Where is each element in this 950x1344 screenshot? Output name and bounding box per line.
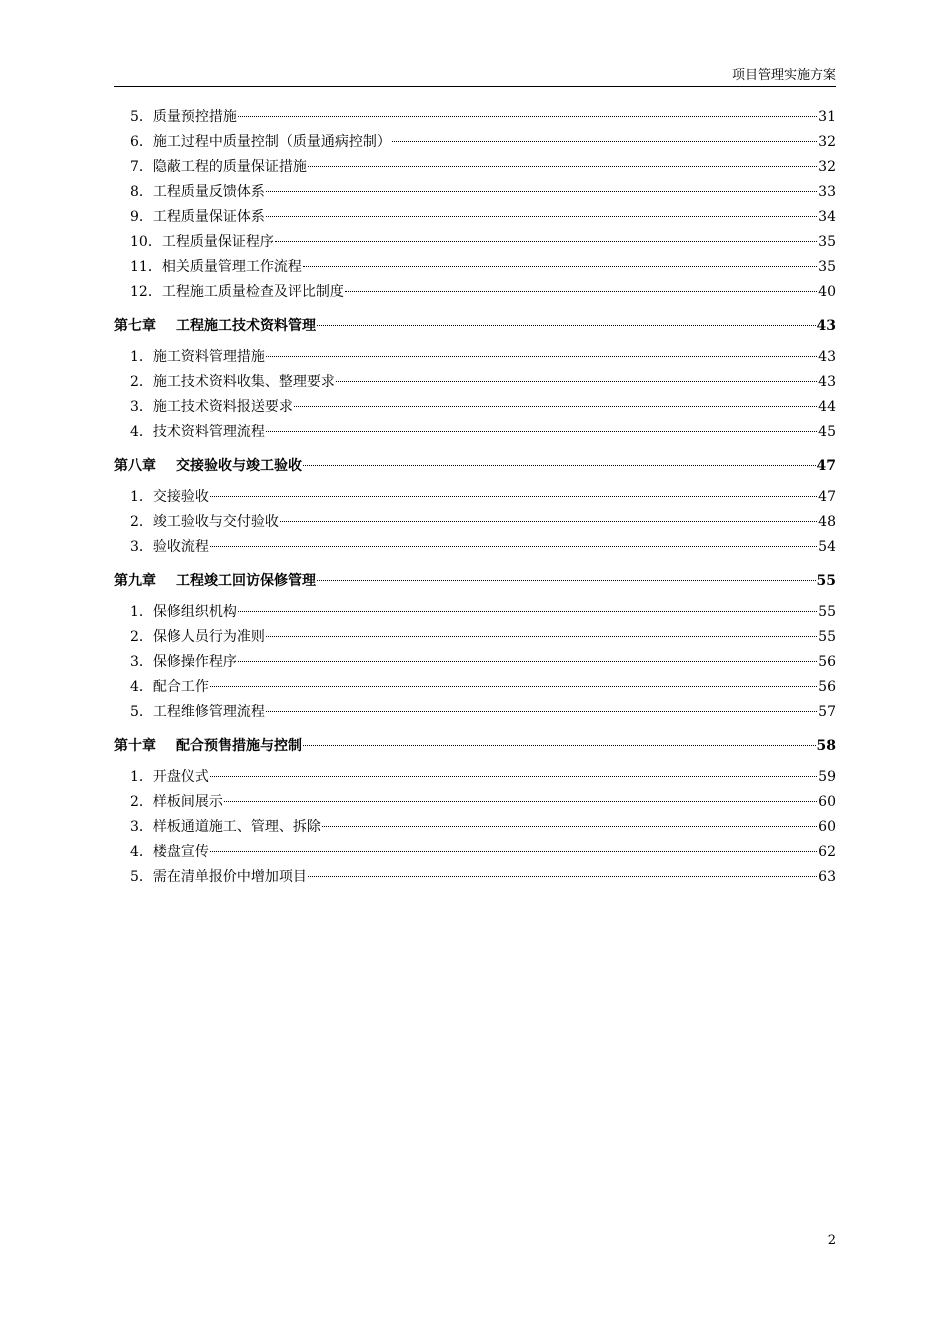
toc-entry-number: 5． [130,704,153,720]
toc-dot-leader [345,291,817,292]
toc-entry-number: 1． [130,604,153,620]
toc-entry-label [130,255,302,280]
toc-dot-leader [336,381,817,382]
toc-entry-label [130,790,223,815]
toc-entry-number: 第九章 [114,573,156,589]
toc-section-entry[interactable] [114,395,836,420]
toc-page-number: 58 [816,738,836,754]
toc-dot-leader [308,876,817,877]
toc-dot-leader [266,636,817,637]
toc-entry-title: 保修人员行为准则 [152,629,265,645]
toc-section-entry[interactable] [114,255,836,280]
toc-entry-label [130,230,274,255]
toc-entry-label [130,485,209,510]
toc-entry-number: 4． [130,424,153,440]
toc-page-number: 60 [818,794,836,810]
toc-page-number: 40 [818,284,836,300]
toc-entry-number: 第八章 [114,458,156,474]
toc-dot-leader [210,776,817,777]
table-of-contents [114,105,836,890]
toc-entry-label [114,729,302,764]
toc-entry-number: 9． [130,209,153,225]
toc-section-entry[interactable] [114,865,836,890]
toc-entry-title: 施工技术资料报送要求 [152,399,293,415]
toc-entry-title: 开盘仪式 [152,769,209,785]
toc-entry-number: 3． [130,654,153,670]
toc-dot-leader [322,826,817,827]
toc-entry-number: 5． [130,869,153,885]
toc-section-entry[interactable] [114,510,836,535]
toc-entry-label [130,675,209,700]
toc-page-number: 55 [818,629,836,645]
toc-dot-leader [317,580,816,581]
toc-section-entry[interactable] [114,230,836,255]
toc-entry-title: 相关质量管理工作流程 [161,259,302,275]
toc-dot-leader [238,611,817,612]
toc-dot-leader [238,116,817,117]
toc-page-number: 56 [818,679,836,695]
toc-page-number: 31 [818,109,836,125]
toc-entry-label [130,105,237,130]
toc-entry-label [130,510,279,535]
toc-chapter-entry[interactable] [114,729,836,764]
toc-section-entry[interactable] [114,790,836,815]
toc-section-entry[interactable] [114,105,836,130]
toc-entry-label [114,309,316,344]
toc-entry-label [130,865,307,890]
toc-page-number: 32 [818,134,836,150]
toc-dot-leader [266,191,817,192]
toc-entry-label [130,395,293,420]
toc-page-number: 54 [818,539,836,555]
toc-chapter-entry[interactable] [114,564,836,599]
header-title: 项目管理实施方案 [731,68,836,83]
toc-entry-number: 2． [130,374,153,390]
toc-entry-title: 工程施工质量检查及评比制度 [161,284,344,300]
toc-page-number: 56 [818,654,836,670]
toc-entry-label [130,600,237,625]
toc-entry-title: 隐蔽工程的质量保证措施 [152,159,307,175]
toc-page-number: 60 [818,819,836,835]
toc-page-number: 45 [818,424,836,440]
toc-entry-title: 样板间展示 [152,794,223,810]
toc-section-entry[interactable] [114,600,836,625]
toc-dot-leader [224,801,817,802]
toc-page-number: 34 [818,209,836,225]
toc-entry-number: 4． [130,679,153,695]
toc-entry-title: 工程质量保证体系 [152,209,265,225]
toc-section-entry[interactable] [114,420,836,445]
toc-entry-title: 交接验收 [152,489,209,505]
toc-dot-leader [266,356,817,357]
page-header [114,66,836,87]
toc-entry-number: 1． [130,489,153,505]
toc-entry-label [130,700,265,725]
toc-entry-title: 配合预售措施与控制 [176,738,302,754]
toc-entry-title: 工程竣工回访保修管理 [176,573,316,589]
toc-dot-leader [317,325,816,326]
toc-dot-leader [392,141,817,142]
toc-entry-number: 2． [130,794,153,810]
toc-entry-title: 竣工验收与交付验收 [152,514,279,530]
toc-entry-label [130,815,321,840]
toc-dot-leader [303,266,817,267]
toc-dot-leader [303,745,816,746]
toc-section-entry[interactable] [114,155,836,180]
toc-entry-title: 施工资料管理措施 [152,349,265,365]
toc-entry-number: 11． [130,259,162,275]
toc-entry-number: 第十章 [114,738,156,754]
toc-entry-title: 工程施工技术资料管理 [176,318,316,334]
toc-section-entry[interactable] [114,700,836,725]
toc-entry-number: 5． [130,109,153,125]
toc-section-entry[interactable] [114,280,836,305]
toc-entry-number: 2． [130,629,153,645]
toc-dot-leader [210,546,817,547]
toc-dot-leader [238,661,817,662]
toc-entry-label [114,449,302,484]
toc-section-entry[interactable] [114,370,836,395]
toc-entry-label [130,370,335,395]
toc-section-entry[interactable] [114,625,836,650]
toc-entry-label [130,765,209,790]
toc-section-entry[interactable] [114,765,836,790]
toc-dot-leader [308,166,817,167]
toc-page-number: 62 [818,844,836,860]
toc-entry-label [130,840,209,865]
toc-entry-number: 8． [130,184,153,200]
toc-page-number: 47 [816,458,836,474]
toc-page-number: 55 [816,573,836,589]
toc-page-number: 35 [818,234,836,250]
toc-chapter-entry[interactable] [114,449,836,484]
toc-entry-label [130,345,265,370]
toc-dot-leader [210,686,817,687]
toc-entry-number: 3． [130,539,153,555]
toc-entry-title: 工程质量保证程序 [161,234,274,250]
toc-entry-title: 楼盘宣传 [152,844,209,860]
toc-entry-number: 1． [130,769,153,785]
toc-page-number: 63 [818,869,836,885]
toc-entry-title: 质量预控措施 [152,109,237,125]
toc-section-entry[interactable] [114,840,836,865]
toc-entry-title: 需在清单报价中增加项目 [152,869,307,885]
toc-section-entry[interactable] [114,650,836,675]
toc-section-entry[interactable] [114,180,836,205]
toc-entry-label [130,650,237,675]
toc-page-number: 43 [816,318,836,334]
toc-entry-number: 4． [130,844,153,860]
toc-entry-label [130,155,307,180]
toc-entry-title: 施工技术资料收集、整理要求 [152,374,335,390]
toc-entry-label [130,180,265,205]
toc-entry-title: 配合工作 [152,679,209,695]
toc-entry-label [130,130,391,155]
toc-section-entry[interactable] [114,815,836,840]
toc-entry-label [114,564,316,599]
toc-entry-title: 工程质量反馈体系 [152,184,265,200]
toc-page-number: 33 [818,184,836,200]
toc-page-number: 43 [818,349,836,365]
toc-section-entry[interactable] [114,485,836,510]
toc-dot-leader [294,406,817,407]
toc-entry-title: 保修操作程序 [152,654,237,670]
toc-entry-label [130,535,209,560]
toc-entry-title: 验收流程 [152,539,209,555]
toc-chapter-entry[interactable] [114,309,836,344]
toc-entry-label [130,280,344,305]
toc-entry-number: 7． [130,159,153,175]
toc-page-number: 35 [818,259,836,275]
toc-page-number: 55 [818,604,836,620]
toc-entry-label [130,420,265,445]
toc-entry-number: 6． [130,134,153,150]
toc-page-number: 47 [818,489,836,505]
toc-section-entry[interactable] [114,535,836,560]
toc-entry-title: 技术资料管理流程 [152,424,265,440]
toc-entry-number: 3． [130,399,153,415]
toc-page-number: 57 [818,704,836,720]
toc-entry-title: 样板通道施工、管理、拆除 [152,819,321,835]
toc-section-entry[interactable] [114,675,836,700]
toc-page-number: 59 [818,769,836,785]
toc-entry-label [130,625,265,650]
toc-entry-number: 1． [130,349,153,365]
toc-entry-title: 施工过程中质量控制（质量通病控制） [152,134,391,150]
toc-dot-leader [210,496,817,497]
toc-page-number: 43 [818,374,836,390]
toc-entry-number: 10． [130,234,162,250]
toc-dot-leader [266,711,817,712]
toc-section-entry[interactable] [114,205,836,230]
toc-entry-title: 交接验收与竣工验收 [176,458,302,474]
toc-entry-number: 2． [130,514,153,530]
toc-dot-leader [266,431,817,432]
toc-entry-number: 3． [130,819,153,835]
toc-page-number: 48 [818,514,836,530]
toc-entry-title: 工程维修管理流程 [152,704,265,720]
toc-section-entry[interactable] [114,345,836,370]
toc-dot-leader [210,851,817,852]
toc-dot-leader [280,521,817,522]
toc-page-number: 32 [818,159,836,175]
toc-page-number: 44 [818,399,836,415]
toc-entry-number: 12． [130,284,162,300]
toc-entry-number: 第七章 [114,318,156,334]
toc-dot-leader [303,465,816,466]
toc-dot-leader [266,216,817,217]
toc-section-entry[interactable] [114,130,836,155]
toc-entry-label [130,205,265,230]
toc-entry-title: 保修组织机构 [152,604,237,620]
toc-dot-leader [275,241,817,242]
page-number: 2 [827,1233,836,1248]
